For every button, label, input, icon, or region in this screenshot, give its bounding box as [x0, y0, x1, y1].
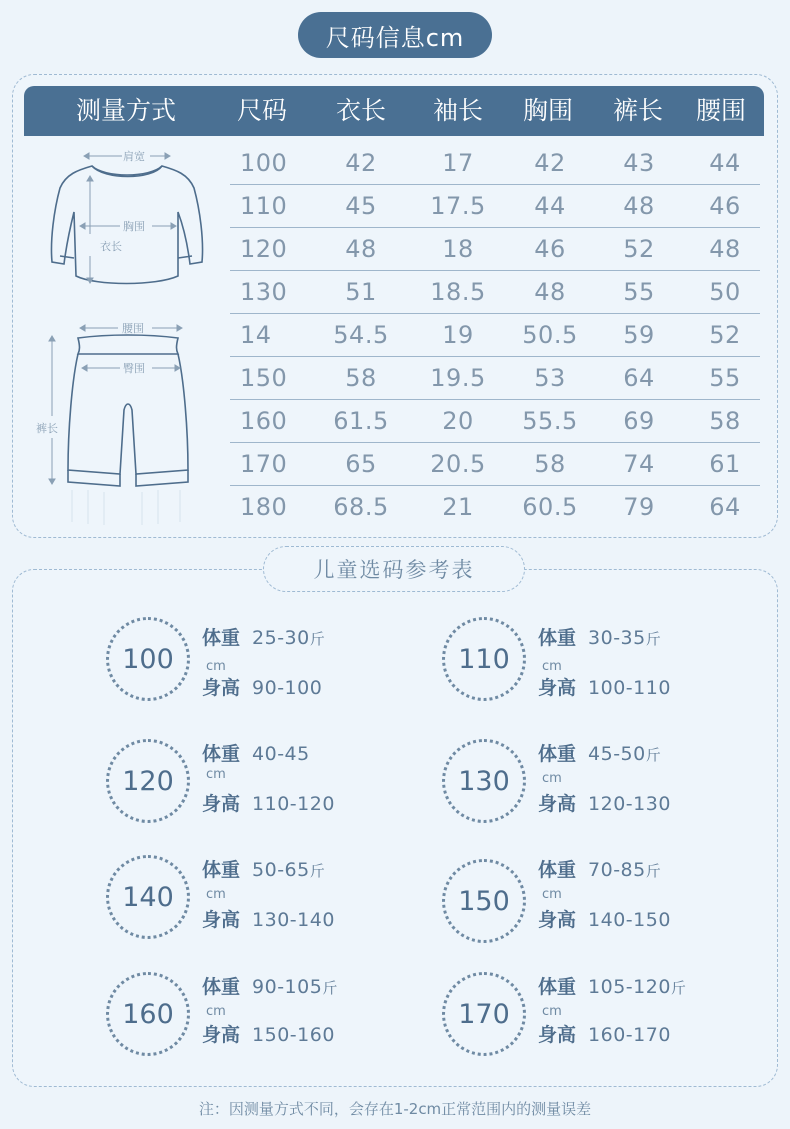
table-row [230, 486, 760, 529]
weight-label: 体重 [202, 627, 241, 649]
cell-sleeve: 19.5 [430, 364, 486, 392]
cell-size: 110 [240, 192, 288, 220]
table-header [24, 86, 764, 136]
height-row [202, 1020, 335, 1047]
cell-waist: 46 [709, 192, 741, 220]
hip-label: 臀围 [123, 362, 145, 375]
cell-size: 170 [240, 450, 288, 478]
height-label: 身高 [202, 909, 241, 931]
cell-waist: 64 [709, 493, 741, 521]
table-row [230, 400, 760, 443]
weight-unit: 斤 [309, 862, 325, 880]
cell-length: 61.5 [333, 407, 389, 435]
table-row [230, 314, 760, 357]
cell-pants-length: 52 [623, 235, 655, 263]
weight-unit: 斤 [309, 630, 325, 648]
table-row [230, 443, 760, 486]
cell-sleeve: 17.5 [430, 192, 486, 220]
cell-waist: 50 [709, 278, 741, 306]
height-value: 160-170 [588, 1024, 671, 1046]
height-label: 身高 [202, 677, 241, 699]
weight-value: 50-65 [252, 859, 310, 881]
cell-chest: 44 [534, 192, 566, 220]
cell-chest: 46 [534, 235, 566, 263]
page-title: 尺码信息cm [298, 12, 492, 58]
cell-sleeve: 18.5 [430, 278, 486, 306]
height-row [202, 673, 322, 700]
cell-length: 51 [345, 278, 377, 306]
top-length-label: 衣长 [100, 240, 122, 253]
size-badge: 140 [106, 855, 190, 939]
size-card [442, 617, 772, 717]
cell-pants-length: 59 [623, 321, 655, 349]
cell-size: 130 [240, 278, 288, 306]
height-value: 140-150 [588, 909, 671, 931]
cell-pants-length: 64 [623, 364, 655, 392]
cell-waist: 58 [709, 407, 741, 435]
weight-value: 70-85 [588, 859, 646, 881]
header-waist: 腰围 [695, 96, 747, 125]
weight-value: 90-105 [252, 976, 323, 998]
weight-value: 40-45 [252, 743, 310, 765]
cell-waist: 61 [709, 450, 741, 478]
cell-chest: 48 [534, 278, 566, 306]
table-row [230, 185, 760, 228]
weight-value: 45-50 [588, 743, 646, 765]
weight-row [538, 739, 661, 766]
weight-row [538, 972, 686, 999]
cell-size: 14 [240, 321, 272, 349]
cell-waist: 52 [709, 321, 741, 349]
weight-row [202, 739, 310, 766]
cell-pants-length: 74 [623, 450, 655, 478]
cell-sleeve: 20.5 [430, 450, 486, 478]
height-value: 120-130 [588, 793, 671, 815]
table-row [230, 271, 760, 314]
reference-title: 儿童选码参考表 [263, 546, 525, 592]
size-badge: 120 [106, 739, 190, 823]
cell-chest: 42 [534, 149, 566, 177]
size-badge: 130 [442, 739, 526, 823]
shoulder-label: 肩宽 [123, 150, 145, 163]
height-row [538, 789, 671, 816]
weight-value: 25-30 [252, 627, 310, 649]
height-row [538, 673, 671, 700]
header-length: 衣长 [335, 96, 387, 125]
weight-row [538, 855, 661, 882]
size-badge: 100 [106, 617, 190, 701]
weight-row [202, 623, 325, 650]
table-row [230, 142, 760, 185]
height-label: 身高 [538, 1024, 577, 1046]
size-badge: 110 [442, 617, 526, 701]
waist-label: 腰围 [122, 322, 144, 335]
height-row [202, 789, 335, 816]
size-card [106, 617, 436, 717]
header-chest: 胸围 [522, 96, 574, 125]
cell-length: 65 [345, 450, 377, 478]
height-label: 身高 [538, 909, 577, 931]
size-card [442, 972, 772, 1072]
unit-label: cm [542, 771, 562, 786]
cell-waist: 48 [709, 235, 741, 263]
header-pants-length: 裤长 [612, 96, 664, 125]
weight-row [538, 623, 661, 650]
height-label: 身高 [538, 793, 577, 815]
cell-length: 68.5 [333, 493, 389, 521]
weight-unit: 斤 [670, 979, 686, 997]
unit-label: cm [206, 767, 226, 782]
height-label: 身高 [202, 793, 241, 815]
cell-sleeve: 21 [442, 493, 474, 521]
size-table-body [230, 142, 760, 529]
weight-label: 体重 [538, 627, 577, 649]
cell-sleeve: 20 [442, 407, 474, 435]
garment-illustration [30, 140, 220, 530]
pants-length-label: 裤长 [36, 422, 58, 435]
weight-unit: 斤 [645, 862, 661, 880]
cell-sleeve: 18 [442, 235, 474, 263]
cell-waist: 55 [709, 364, 741, 392]
weight-value: 30-35 [588, 627, 646, 649]
size-card [442, 739, 772, 839]
size-card [106, 739, 436, 839]
height-label: 身高 [538, 677, 577, 699]
measurement-diagram [30, 140, 220, 530]
table-row [230, 228, 760, 271]
cell-chest: 50.5 [522, 321, 578, 349]
table-row [230, 357, 760, 400]
cell-pants-length: 55 [623, 278, 655, 306]
cell-length: 42 [345, 149, 377, 177]
height-row [202, 905, 335, 932]
unit-label: cm [542, 1004, 562, 1019]
weight-row [202, 855, 325, 882]
weight-label: 体重 [202, 976, 241, 998]
size-badge: 160 [106, 972, 190, 1056]
weight-row [202, 972, 337, 999]
unit-label: cm [206, 1004, 226, 1019]
weight-value: 105-120 [588, 976, 671, 998]
unit-label: cm [542, 659, 562, 674]
cell-length: 58 [345, 364, 377, 392]
height-value: 150-160 [252, 1024, 335, 1046]
footnote: 注：因测量方式不同，会存在1-2cm正常范围内的测量误差 [198, 1100, 592, 1118]
cell-pants-length: 48 [623, 192, 655, 220]
unit-label: cm [206, 887, 226, 902]
cell-length: 45 [345, 192, 377, 220]
size-badge: 170 [442, 972, 526, 1056]
weight-unit: 斤 [645, 746, 661, 764]
header-size: 尺码 [236, 96, 288, 125]
cell-chest: 55.5 [522, 407, 578, 435]
size-card [106, 972, 436, 1072]
height-row [538, 905, 671, 932]
cell-size: 180 [240, 493, 288, 521]
header-measure-method: 测量方式 [75, 96, 177, 125]
cell-size: 150 [240, 364, 288, 392]
weight-label: 体重 [538, 976, 577, 998]
chest-label: 胸围 [123, 220, 145, 233]
cell-pants-length: 69 [623, 407, 655, 435]
height-value: 110-120 [252, 793, 335, 815]
weight-unit: 斤 [322, 979, 338, 997]
cell-sleeve: 17 [442, 149, 474, 177]
cell-length: 48 [345, 235, 377, 263]
height-value: 100-110 [588, 677, 671, 699]
size-badge: 150 [442, 859, 526, 943]
height-label: 身高 [202, 1024, 241, 1046]
cell-size: 160 [240, 407, 288, 435]
pants-icon [68, 335, 188, 486]
unit-label: cm [542, 887, 562, 902]
weight-label: 体重 [538, 859, 577, 881]
weight-label: 体重 [538, 743, 577, 765]
cell-size: 100 [240, 149, 288, 177]
weight-label: 体重 [202, 743, 241, 765]
height-value: 130-140 [252, 909, 335, 931]
cell-length: 54.5 [333, 321, 389, 349]
cell-size: 120 [240, 235, 288, 263]
weight-unit: 斤 [645, 630, 661, 648]
size-card [106, 855, 436, 955]
height-row [538, 1020, 671, 1047]
cell-chest: 60.5 [522, 493, 578, 521]
cell-sleeve: 19 [442, 321, 474, 349]
cell-chest: 53 [534, 364, 566, 392]
unit-label: cm [206, 659, 226, 674]
header-sleeve: 袖长 [432, 96, 484, 125]
size-card [442, 859, 772, 959]
cell-waist: 44 [709, 149, 741, 177]
cell-pants-length: 43 [623, 149, 655, 177]
weight-label: 体重 [202, 859, 241, 881]
height-value: 90-100 [252, 677, 323, 699]
cell-chest: 58 [534, 450, 566, 478]
cell-pants-length: 79 [623, 493, 655, 521]
